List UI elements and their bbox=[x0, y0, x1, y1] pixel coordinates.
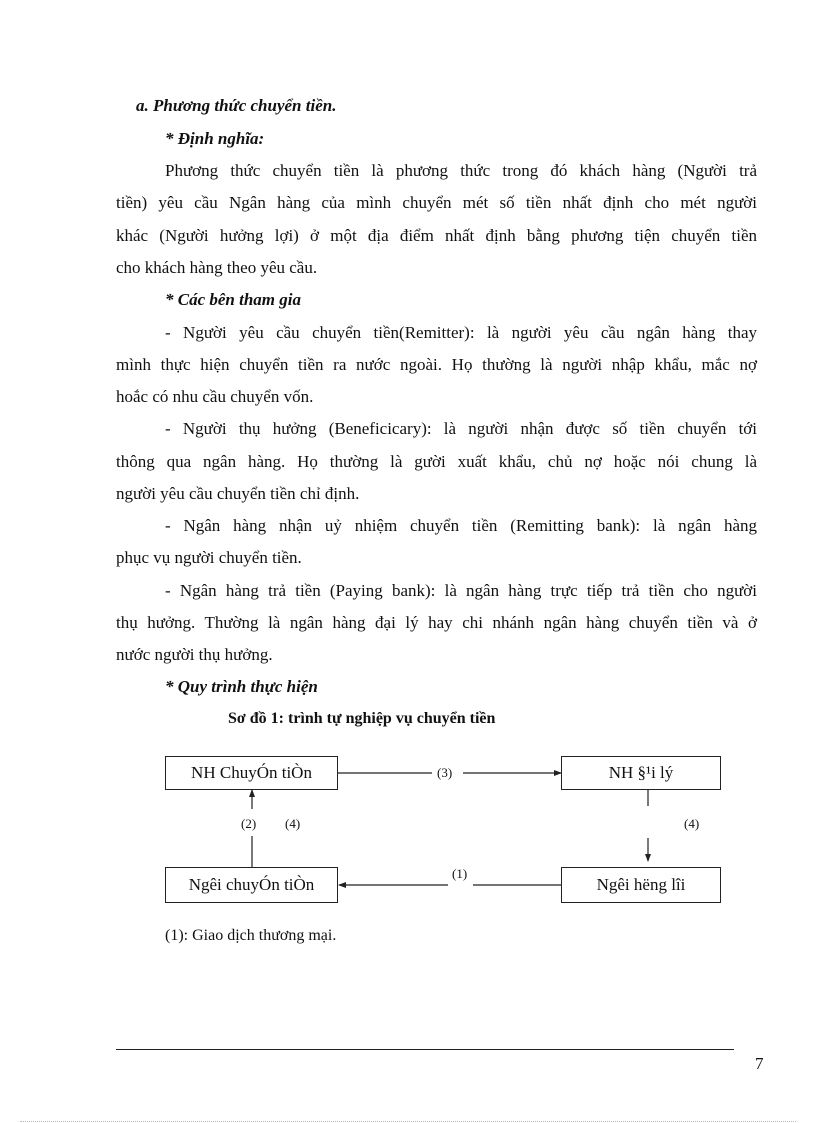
label-step3: (3) bbox=[437, 765, 453, 780]
footer-rule bbox=[116, 1049, 734, 1050]
label-step4-left: (4) bbox=[285, 816, 301, 831]
box-remit-bank bbox=[165, 756, 338, 790]
box-remitter-label: Ngêi chuyÓn tiÒn bbox=[188, 875, 315, 894]
parties-line-5: thông qua ngân hàng. Họ thường là gười xuất khẩu, chủ nợ hoặc nói chung là bbox=[116, 452, 757, 471]
parties-line-2: mình thực hiện chuyển tiền ra nước ngoài. Họ thường là người nhập khẩu, mắc nợ bbox=[116, 355, 757, 374]
definition-title: * Định nghĩa: bbox=[165, 129, 265, 148]
parties-line-7: - Ngân hàng nhận uỷ nhiệm chuyển tiền (Remitting bank): là ngân hàng bbox=[165, 516, 757, 535]
parties-line-3: hoắc có nhu cầu chuyển vốn. bbox=[116, 387, 314, 406]
process-title: * Quy trình thực hiện bbox=[165, 677, 318, 696]
label-step4-right: (4) bbox=[684, 816, 700, 831]
section-heading: a. Phương thức chuyển tiền. bbox=[136, 96, 337, 115]
page-bottom-border bbox=[20, 1121, 796, 1122]
label-step2: (2) bbox=[241, 816, 257, 831]
page-number: 7 bbox=[755, 1054, 764, 1073]
box-remit-bank-label: NH ChuyÓn tiÒn bbox=[191, 763, 312, 782]
definition-line-3: khác (Người hưởng lợi) ở một địa điểm nhất định bằng phương tiện chuyển tiền bbox=[116, 226, 757, 245]
box-agent-bank bbox=[561, 756, 721, 790]
parties-line-6: người yêu cầu chuyển tiền chỉ định. bbox=[116, 484, 360, 503]
parties-line-10: thụ hưởng. Thường là ngân hàng đại lý hay chi nhánh ngân hàng chuyển tiền và ở bbox=[116, 613, 757, 632]
parties-line-4: - Người thụ hưởng (Beneficicary): là người nhận được số tiền chuyển tới bbox=[165, 419, 757, 438]
box-agent-bank-label: NH §¹i lý bbox=[608, 763, 674, 782]
definition-line-2: tiền) yêu cầu Ngân hàng của mình chuyển mét số tiền nhất định cho mét người bbox=[116, 193, 757, 212]
box-beneficiary-label: Ngêi hëng lîi bbox=[596, 875, 686, 894]
box-beneficiary bbox=[561, 867, 721, 903]
box-remitter bbox=[165, 867, 338, 903]
diagram-title: Sơ đồ 1: trình tự nghiệp vụ chuyển tiền bbox=[228, 710, 496, 727]
parties-line-8: phục vụ người chuyển tiền. bbox=[116, 548, 302, 567]
parties-title: * Các bên tham gia bbox=[165, 290, 302, 309]
parties-line-1: - Người yêu cầu chuyển tiền(Remitter): là người yêu cầu ngân hàng thay bbox=[165, 323, 757, 342]
parties-line-9: - Ngân hàng trả tiền (Paying bank): là ngân hàng trực tiếp trả tiền cho người bbox=[165, 581, 757, 600]
definition-line-4: cho khách hàng theo yêu cầu. bbox=[116, 258, 318, 277]
label-step1: (1) bbox=[452, 866, 468, 881]
parties-line-11: nước người thụ hưởng. bbox=[116, 645, 273, 664]
diagram-legend: (1): Giao dịch thương mại. bbox=[165, 927, 337, 944]
definition-line-1: Phương thức chuyển tiền là phương thức trong đó khách hàng (Người trả bbox=[165, 161, 757, 180]
